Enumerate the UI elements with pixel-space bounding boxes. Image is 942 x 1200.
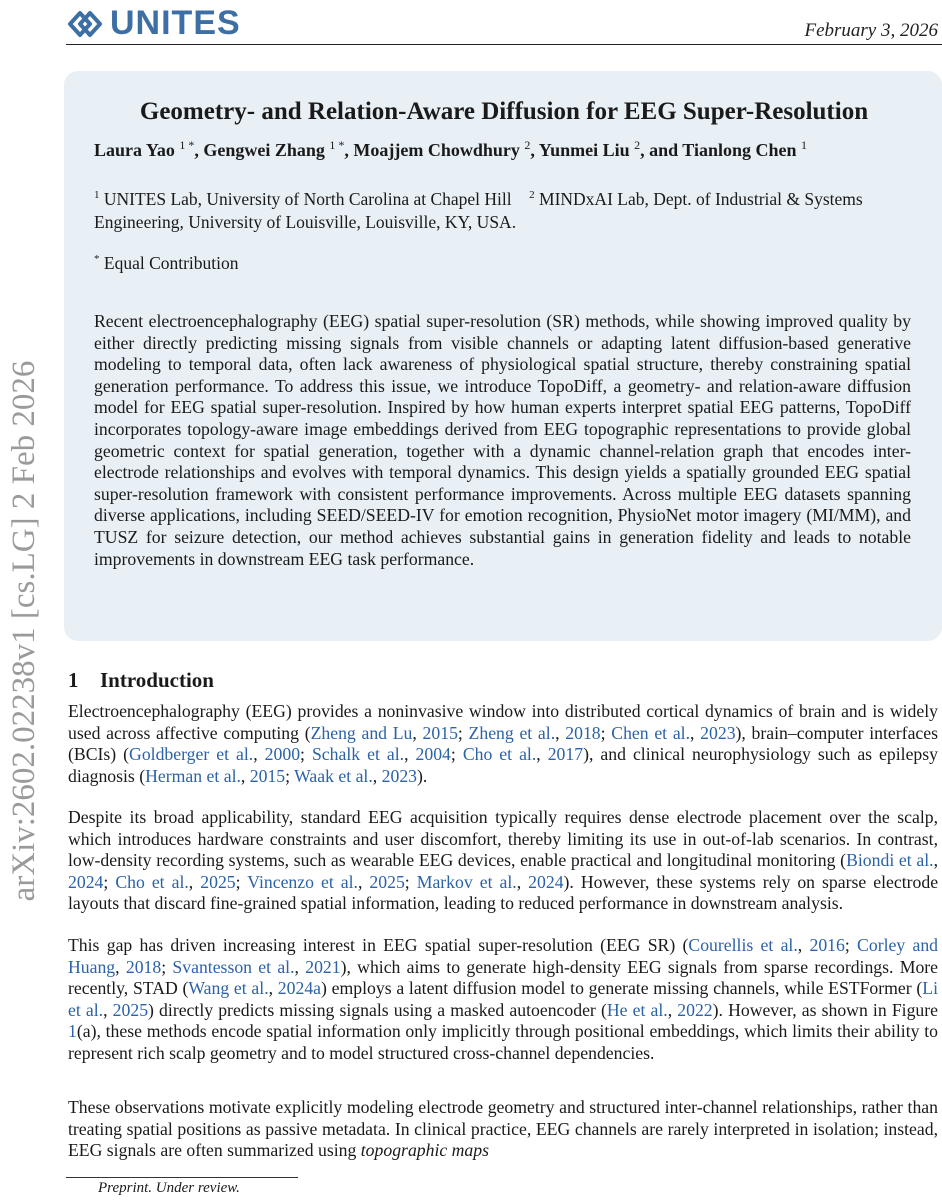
citation-link[interactable]: Wang et al. <box>188 978 269 999</box>
author-mark: 2 <box>634 138 641 152</box>
equal-contribution-note: * Equal Contribution <box>94 253 239 273</box>
citation-link[interactable]: 2017 <box>547 744 584 765</box>
citation-link[interactable]: 2024 <box>68 871 104 892</box>
author-name: Laura Yao <box>94 140 175 160</box>
affiliation-mark: 1 <box>94 189 100 201</box>
author-name: Gengwei Zhang <box>203 140 325 160</box>
paragraph-4: These observations motivate explicitly modeling electrode geometry and structured inter-channel relationships, rather than treating spatial positions as passive metadata. In clinical practice, EEG channels are rarely interpreted in isolation; instead, EEG signals are often summarized using topographic maps <box>68 1097 938 1161</box>
footnote-rule <box>66 1177 298 1178</box>
citation-link[interactable]: 2015 <box>422 722 458 743</box>
paragraph-2: Despite its broad applicability, standard EEG acquisition typically requires dense electrode placement over the scalp, which introduces hardware constraints and user discomfort, thereby limiting its use in out-of-lab scenarios. In contrast, low-density recording systems, such as wearable EEG devices, enable practical and longitudinal monitoring (Biondi et al., 2024; Cho et al., 2025; Vincenzo et al., 2025; Markov et al., 2024). However, these systems rely on sparse electrode layouts that discard fine-grained spatial information, leading to reduced performance in downstream analysis. <box>68 807 939 914</box>
paper-title: Geometry- and Relation-Aware Diffusion for EEG Super-Resolution <box>139 98 869 125</box>
paragraph-3: This gap has driven increasing interest in EEG spatial super-resolution (EEG SR) (Courellis et al., 2016; Corley and Huang, 2018; Svantesson et al., 2021), which aims to generate high-density EEG signals from sparse recordings. More recently, STAD (Wang et al., 2024a) employs a latent diffusion model to generate missing channels, while ESTFormer (Li et al., 2025) directly predicts missing signals using a masked autoencoder (He et al., 2022). However, as shown in Figure 1(a), these methods encode spatial information only implicitly through positional embeddings, which limits their ability to represent rich scalp geometry and to model structured cross-channel dependencies. <box>68 935 939 1063</box>
logo-text: UNITES <box>110 4 241 42</box>
section-title: Introduction <box>100 668 214 692</box>
section-number: 1 <box>68 668 79 692</box>
citation-link[interactable]: 2016 <box>809 935 845 955</box>
header-date: February 3, 2026 <box>804 20 938 41</box>
affiliation-mark: 2 <box>529 189 535 201</box>
citation-link[interactable]: 2025 <box>369 871 405 892</box>
citation-link[interactable]: Zheng et al. <box>468 722 556 743</box>
author-name: Yunmei Liu <box>538 140 630 160</box>
unites-logo <box>66 4 241 43</box>
citation-link[interactable]: 2023 <box>700 722 736 743</box>
section-heading <box>68 668 214 693</box>
figure-link[interactable]: 1 <box>68 1021 77 1042</box>
footnote: Preprint. Under review. <box>98 1180 240 1196</box>
citation-link[interactable]: 2025 <box>112 999 149 1020</box>
citation-link[interactable]: He et al. <box>606 999 668 1020</box>
author-name: Moajjem Chowdhury <box>353 140 520 160</box>
citation-link[interactable]: Cho et al. <box>462 744 537 765</box>
author-name: Tianlong Chen <box>682 140 797 160</box>
citation-link[interactable]: Zheng and Lu <box>310 722 413 743</box>
citation-link[interactable]: Biondi et al. <box>846 850 934 871</box>
citation-link[interactable]: 2023 <box>381 765 417 786</box>
author-mark: 1 * <box>179 138 195 152</box>
citation-link[interactable]: Courellis et al. <box>688 935 798 955</box>
paragraph-1: Electroencephalography (EEG) provides a noninvasive window into distributed cortical dynamics of brain and is widely used across affective computing (Zheng and Lu, 2015; Zheng et al., 2018; Chen et al., 2023), brain–computer interfaces (BCIs) (Goldberger et al., 2000; Schalk et al., 2004; Cho et al., 2017), and clinical neurophysiology such as epilepsy diagnosis (Herman et al., 2015; Waak et al., 2023). <box>68 701 939 786</box>
unites-logo-icon <box>66 9 104 39</box>
citation-link[interactable]: Li et al. <box>68 978 939 1020</box>
citation-link[interactable]: 2024a <box>277 978 322 999</box>
citation-link[interactable]: 2018 <box>565 722 601 743</box>
citation-link[interactable]: 2024 <box>528 871 564 892</box>
citation-link[interactable]: Corley and Huang <box>68 935 939 977</box>
affiliation-2: MINDxAI Lab, Dept. of Industrial & Systems Engineering, University of Louisville, Louisville, KY, USA. <box>94 188 863 232</box>
citation-link[interactable]: 2018 <box>125 956 162 977</box>
arxiv-watermark: arXiv:2602.02238v1 [cs.LG] 2 Feb 2026 <box>6 360 42 902</box>
affiliation-1: UNITES Lab, University of North Carolina at Chapel Hill <box>103 188 512 209</box>
citation-link[interactable]: Vincenzo et al. <box>247 871 358 892</box>
citation-link[interactable]: 2004 <box>415 744 451 765</box>
abstract-text: Recent electroencephalography (EEG) spatial super-resolution (SR) methods, while showing improved quality by either directly predicting missing signals from visible channels or adapting latent diffusion-based generative modeling to temporal data, often lack awareness of physiological spatial structure, thereby constraining spatial generation performance. To address this issue, we introduce TopoDiff, a geometry- and relation-aware diffusion model for EEG spatial super-resolution. Inspired by how human experts interpret spatial EEG patterns, TopoDiff incorporates topology-aware image embeddings derived from EEG topographic representations to provide global geometric context for spatial generation, together with a dynamic channel-relation graph that encodes inter-electrode relationships and evolves with temporal dynamics. This design yields a spatially grounded EEG spatial super-resolution framework with consistent performance improvements. Across multiple EEG datasets spanning diverse applications, including SEED/SEED-IV for emotion recognition, PhysioNet motor imagery (MI/MM), and TUSZ for seizure detection, our method achieves substantial gains in generation fidelity and leads to notable improvements in downstream EEG task performance. <box>94 311 911 569</box>
citation-link[interactable]: 2022 <box>677 999 713 1020</box>
citation-link[interactable]: Svantesson et al. <box>172 956 295 977</box>
citation-link[interactable]: 2021 <box>305 956 341 977</box>
citation-link[interactable]: Waak et al. <box>294 765 373 786</box>
citation-link[interactable]: 2015 <box>249 765 286 786</box>
citation-link[interactable]: Cho et al. <box>115 871 189 892</box>
author-mark: 2 <box>524 138 531 152</box>
citation-link[interactable]: 2000 <box>264 744 301 765</box>
citation-link[interactable]: Schalk et al. <box>311 744 405 765</box>
header-rule <box>66 44 942 45</box>
citation-link[interactable]: 2025 <box>200 871 236 892</box>
citation-link[interactable]: Goldberger et al. <box>129 744 254 765</box>
citation-link[interactable]: Herman et al. <box>145 765 241 786</box>
author-mark: 1 * <box>329 138 345 152</box>
affiliations <box>94 184 924 234</box>
citation-link[interactable]: Chen et al. <box>611 722 691 743</box>
citation-link[interactable]: Markov et al. <box>416 871 517 892</box>
author-mark: 1 <box>801 138 808 152</box>
author-list: Laura Yao $^{1 *}$, Gengwei Zhang $^{1 *}$, Moajjem Chowdhury $^2$, Yunmei Liu $^2$, and Tianlong Chen $^1$ <box>94 138 808 160</box>
